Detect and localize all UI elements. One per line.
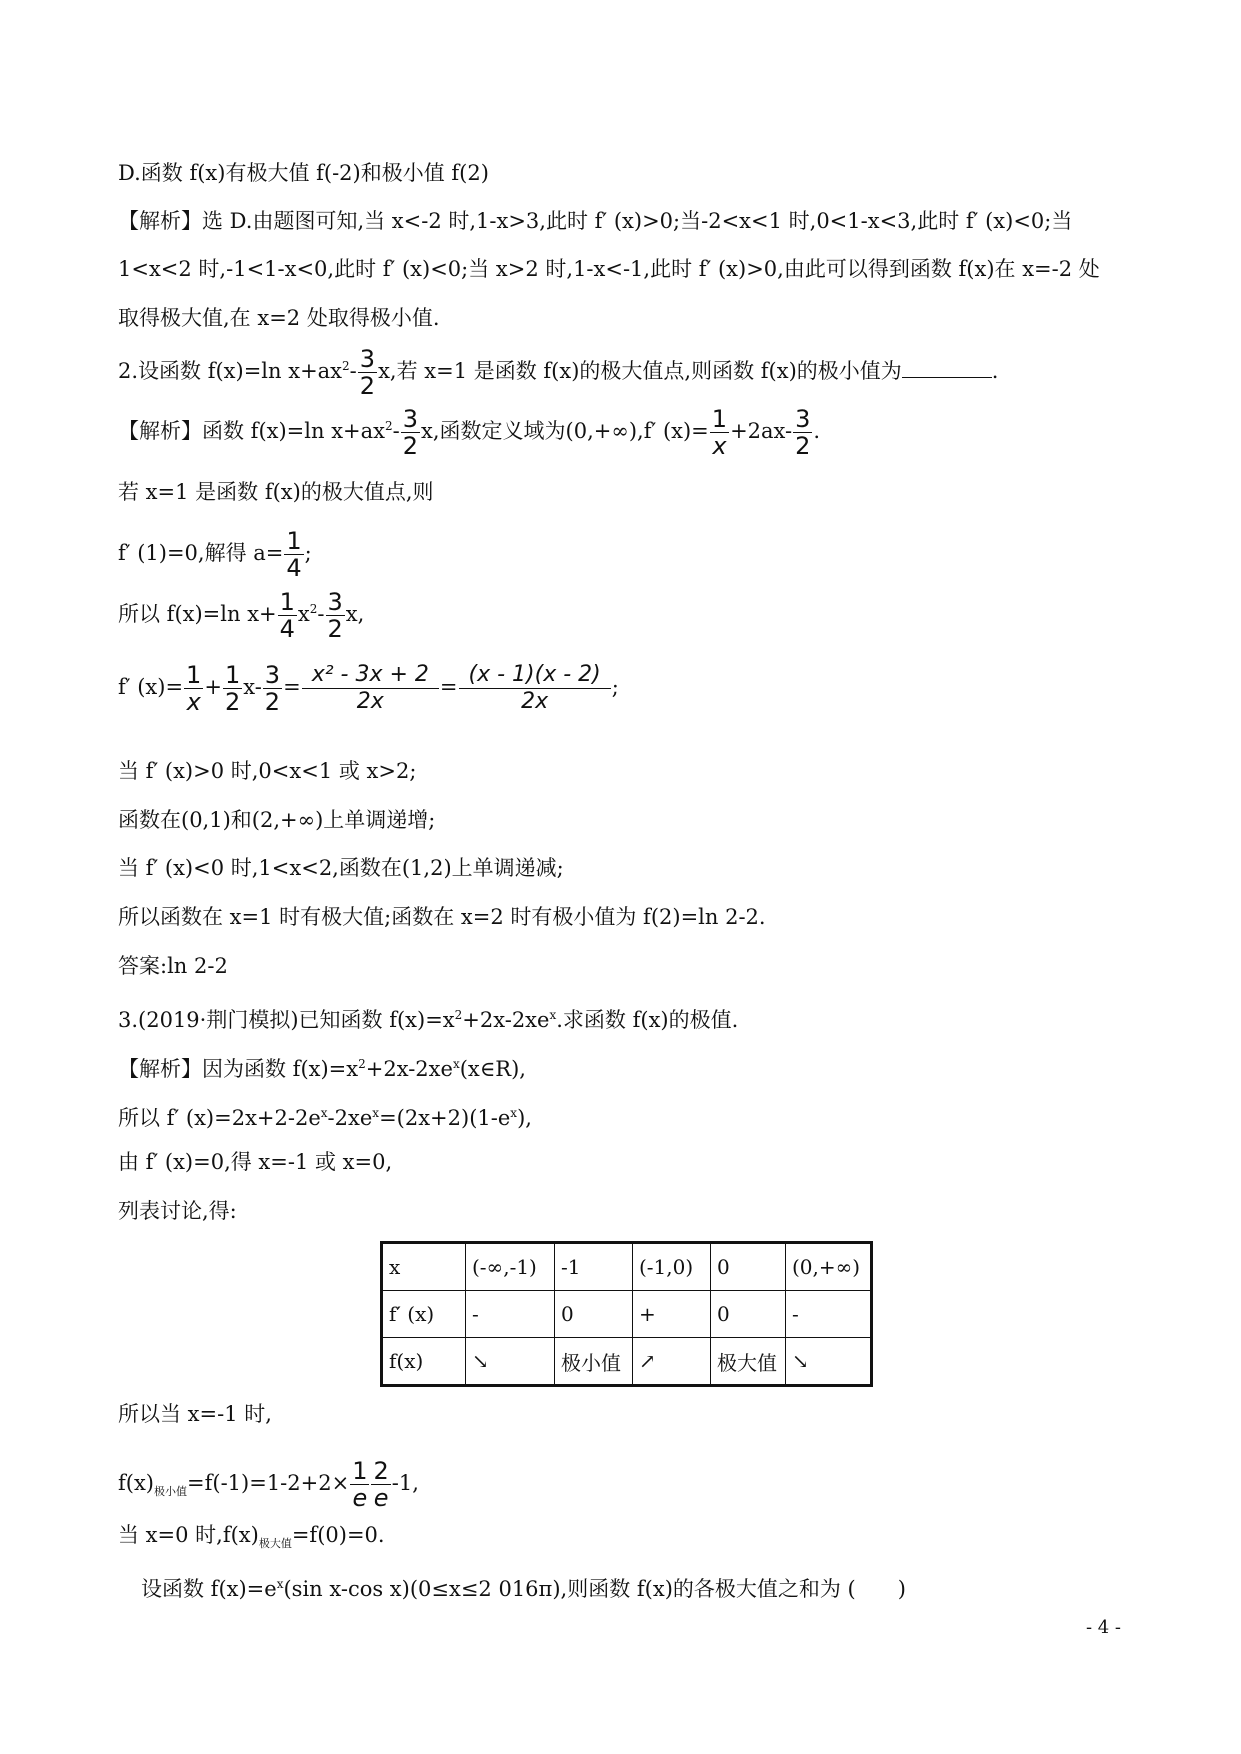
analysis-2-line-4: 所以 f(x)=ln x+ $\frac{1}{4}$ $x^2-$ $\frac{3}{2}$ x, (118, 588, 365, 643)
analysis-2-derivative: f′ (x)= $\frac{1}{x}$ + $\frac{1}{2}$ x- $\frac{3}{2}$ = $\frac{\text{x² - 3x + 2}}{2x}$ = $\frac{(x - 1)(x - 2)}{2x}$ ; (118, 661, 619, 716)
table-row: x (-∞,-1) -1 (-1,0) 0 (0,+∞) (382, 1243, 872, 1291)
table-row: f(x) ↘ 极小值 ↗ 极大值 ↘ (382, 1338, 872, 1386)
analysis-3-max-value: 当 x=0 时$,f(x)_{极大值}=f(0)=0$. (118, 1523, 385, 1551)
analysis-3-min-value: $f(x)_{极小值}=f(-1)=1-2+2\times$ $\frac{1}{e}$ $\frac{2}{e}$ -1, (118, 1457, 419, 1512)
analysis-2-line-7: 函数在(0,1)和(2,+∞)上单调递增; (118, 808, 436, 832)
fraction-3-2: $\frac{3}{2}$ (359, 345, 376, 400)
analysis-3-line-4: 列表讨论,得: (118, 1199, 237, 1223)
question-3: 3.(2019·荆门模拟)已知函数 $f(x)=x^2+2x-2xe^x$.求函数 f(x)的极值. (118, 1008, 739, 1032)
answer-blank (902, 359, 992, 378)
analysis-3-line-1: 【解析】因为函数 $f(x)=x^2+2x-2xe^x(x\in R)$, (118, 1057, 526, 1081)
analysis-1-line-2: 1<x<2 时,-1<1-x<0,此时 f′ (x)<0;当 x>2 时,1-x<-1,此时 f′ (x)>0,由此可以得到函数 f(x)在 x=-2 处 (118, 257, 1100, 281)
option-d: D.函数 f(x)有极大值 f(-2)和极小值 f(2) (118, 161, 489, 185)
table-row: f′ (x) - 0 + 0 - (382, 1291, 872, 1338)
analysis-2-line-2: 若 x=1 是函数 f(x)的极大值点,则 (118, 480, 434, 504)
analysis-3-line-5: 所以当 x=-1 时, (118, 1402, 272, 1426)
analysis-2-line-9: 所以函数在 x=1 时有极大值;函数在 x=2 时有极小值为 f(2)=ln 2-2. (118, 905, 766, 929)
analysis-2-line-6: 当 f′ (x)>0 时,0<x<1 或 x>2; (118, 759, 417, 783)
question-2: 2.设函数 f(x)=ln $x+ax^2-$ $\frac{3}{2}$ x,若 x=1 是函数 f(x)的极大值点,则函数 f(x)的极小值为 . (118, 345, 999, 400)
answer-2: 答案:ln 2-2 (118, 954, 228, 978)
analysis-2-line-8: 当 f′ (x)<0 时,1<x<2,函数在(1,2)上单调递减; (118, 856, 564, 880)
analysis-2-line-3: f′ (1)=0,解得 a= $\frac{1}{4}$ ; (118, 527, 312, 582)
analysis-2-line-1: 【解析】函数 f(x)=ln $x+ax^2-$ $\frac{3}{2}$ x,函数定义域为(0,+∞),f′ (x)= $\frac{1}{x}$ +2ax- $\frac{3}{2}$ . (118, 405, 821, 460)
question-4: 设函数 $f(x)=e^x(\sin$ x-cos x)(0≤x≤2 016π),则函数 f(x)的各极大值之和为 ( ) (141, 1577, 906, 1601)
analysis-1-line-1: 【解析】选 D.由题图可知,当 x<-2 时,1-x>3,此时 f′ (x)>0;当-2<x<1 时,0<1-x<3,此时 f′ (x)<0;当 (118, 209, 1073, 233)
extrema-table (380, 1241, 873, 1387)
analysis-3-line-3: 由 f′ (x)=0,得 x=-1 或 x=0, (118, 1150, 393, 1174)
analysis-3-line-2: 所以 f′ $(x)=2x+2-2e^x-2xe^x=(2x+2)(1-e^x)$, (118, 1106, 532, 1130)
page-number: - 4 - (1085, 1617, 1121, 1638)
analysis-1-line-3: 取得极大值,在 x=2 处取得极小值. (118, 306, 440, 330)
